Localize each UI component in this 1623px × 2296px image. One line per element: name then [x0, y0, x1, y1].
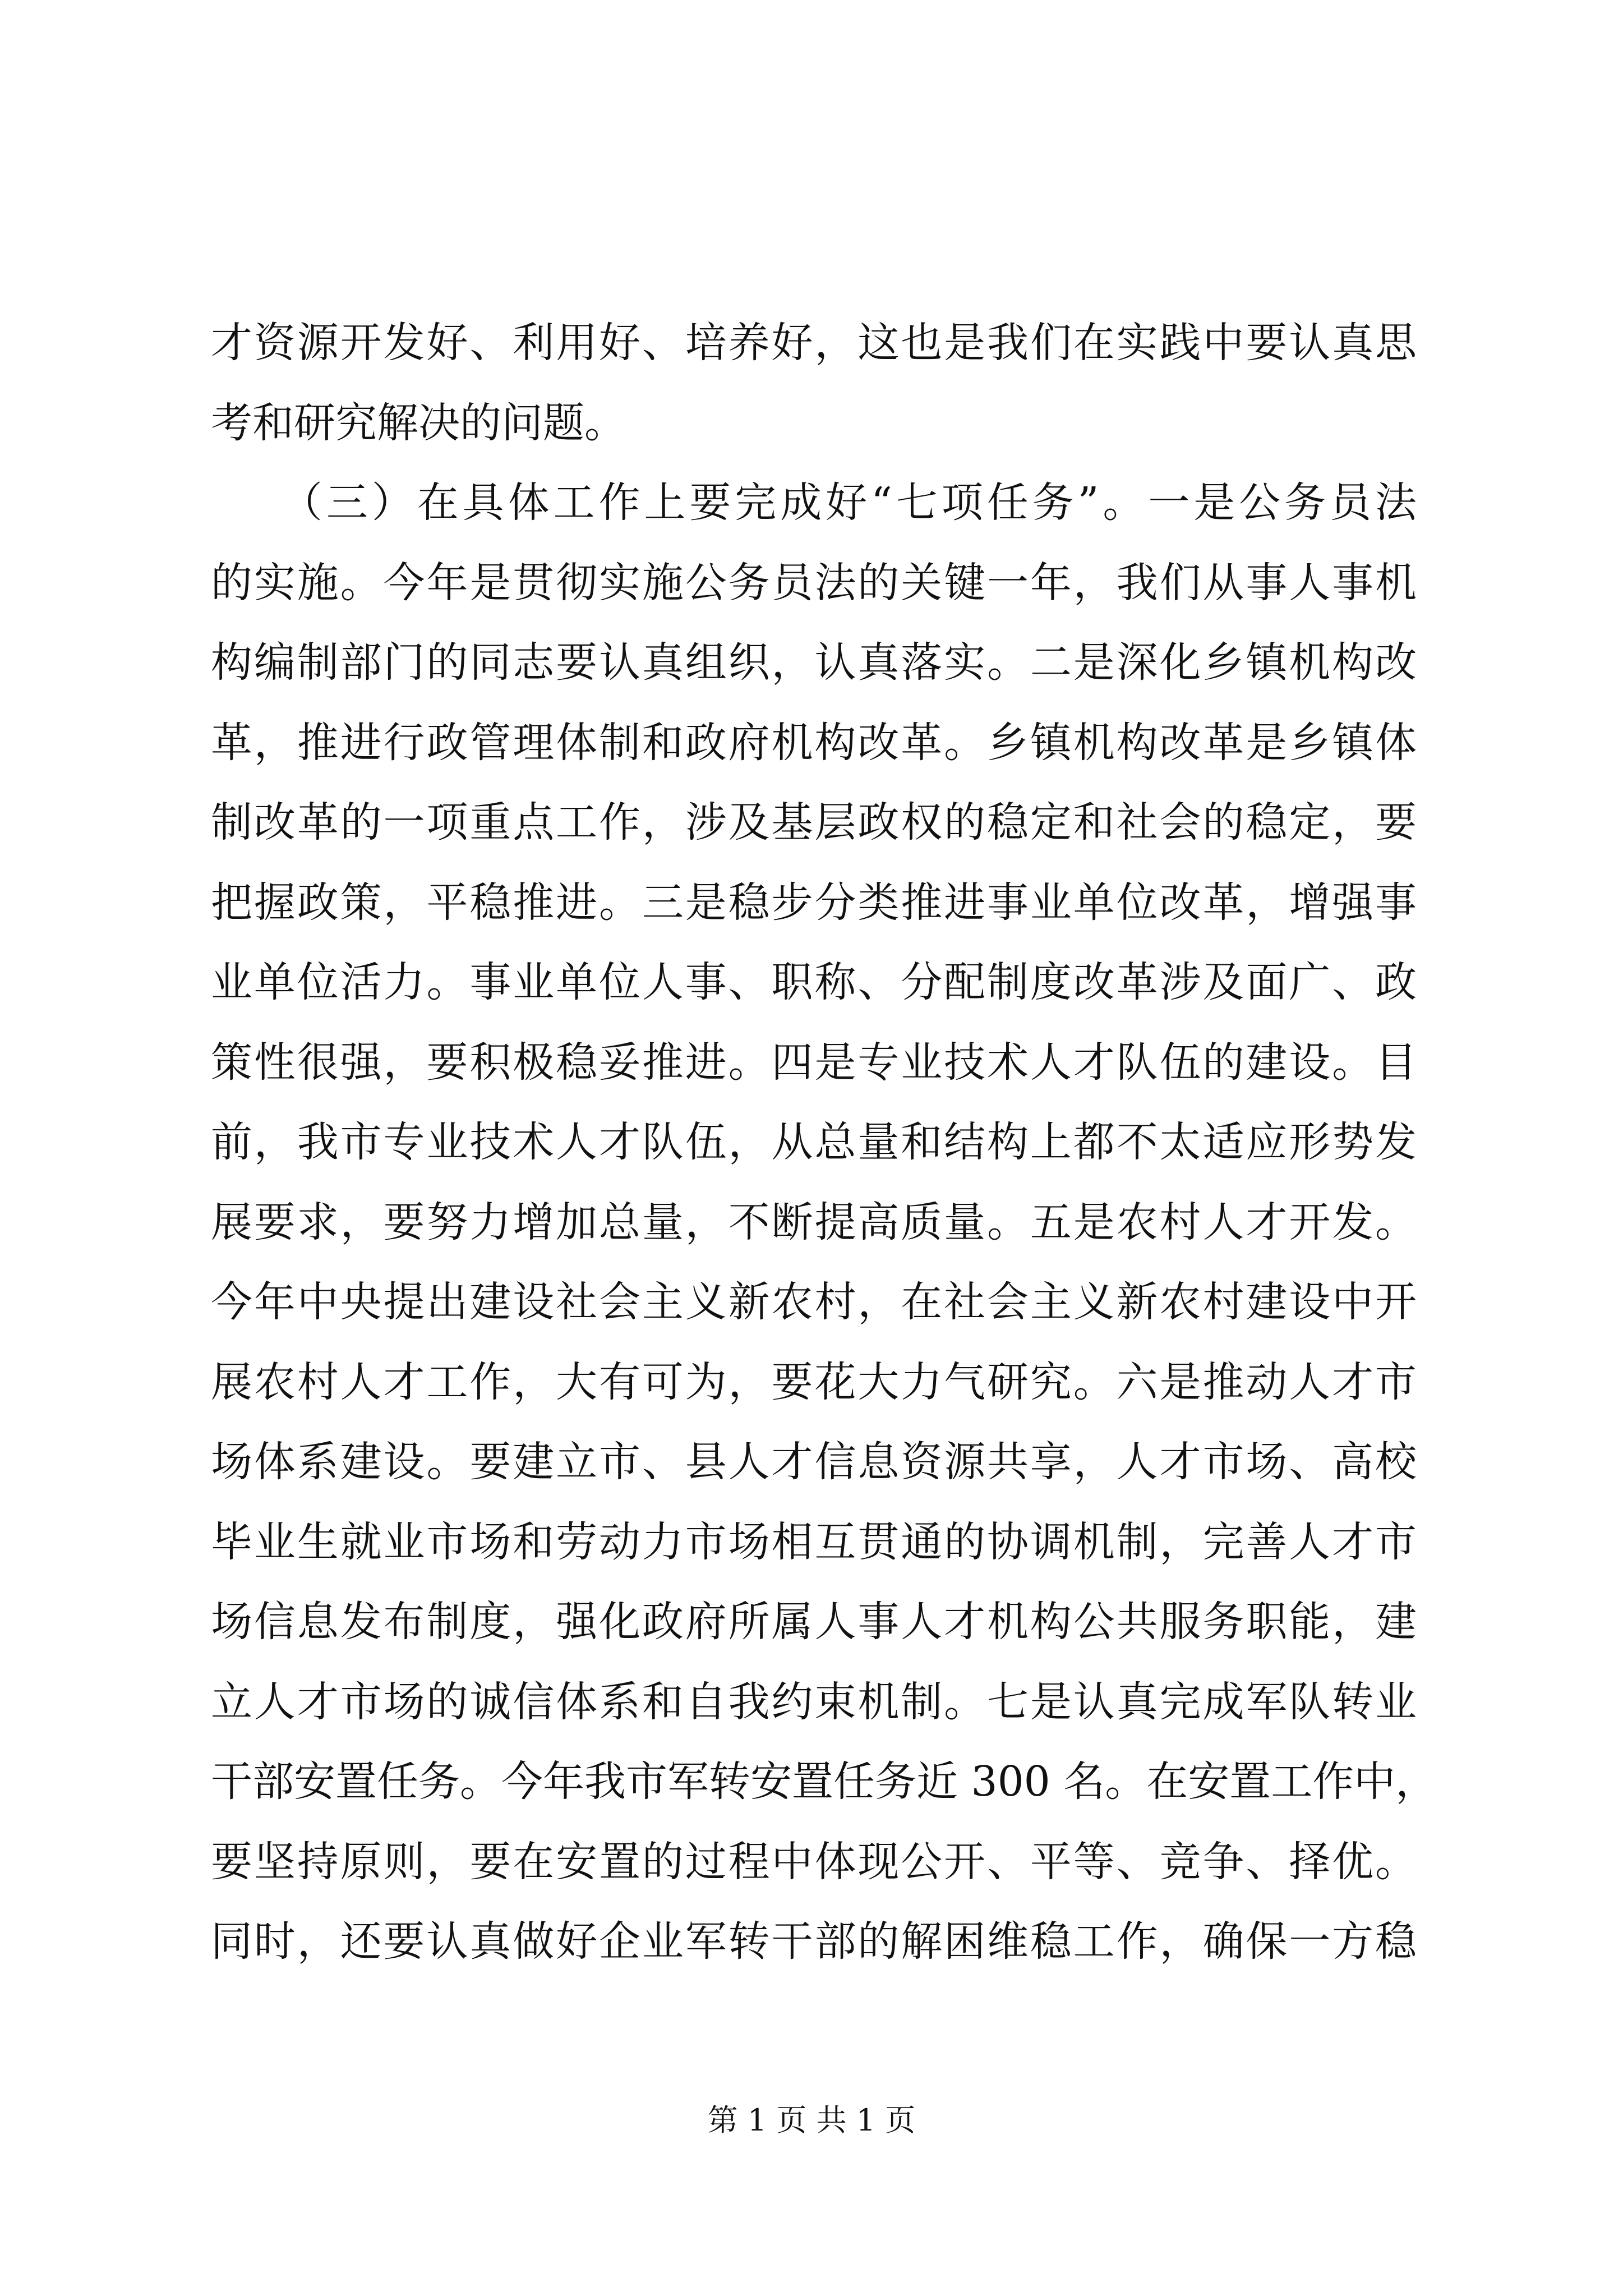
text-line: 革，推进行政管理体制和政府机构改革。乡镇机构改革是乡镇体 [211, 718, 1417, 767]
text-line: 策性很强，要积极稳妥推进。四是专业技术人才队伍的建设。目 [211, 1038, 1417, 1087]
text-line: 今年中央提出建设社会主义新农村，在社会主义新农村建设中开 [211, 1278, 1417, 1326]
text-line: 业单位活力。事业单位人事、职称、分配制度改革涉及面广、政 [211, 958, 1417, 1006]
text-line: 把握政策，平稳推进。三是稳步分类推进事业单位改革，增强事 [211, 878, 1417, 927]
page-number-footer: 第 1 页 共 1 页 [707, 2102, 916, 2138]
text-line: 考和研究解决的问题。 [211, 398, 626, 447]
text-line: 展要求，要努力增加总量，不断提高质量。五是农村人才开发。 [211, 1198, 1417, 1246]
text-line: 构编制部门的同志要认真组织，认真落实。二是深化乡镇机构改 [211, 638, 1417, 687]
text-line: 毕业生就业市场和劳动力市场相互贯通的协调机制，完善人才市 [211, 1517, 1417, 1566]
text-line: 场信息发布制度，强化政府所属人事人才机构公共服务职能，建 [211, 1598, 1417, 1646]
text-line: 前，我市专业技术人才队伍，从总量和结构上都不太适应形势发 [211, 1118, 1417, 1166]
text-line: 立人才市场的诚信体系和自我约束机制。七是认真完成军队转业 [211, 1677, 1417, 1726]
text-line: 展农村人才工作，大有可为，要花大力气研究。六是推动人才市 [211, 1358, 1417, 1406]
text-line: 干部安置任务。今年我市军转安置任务近 300 名。在安置工作中， [211, 1757, 1437, 1806]
text-line: 制改革的一项重点工作，涉及基层政权的稳定和社会的稳定，要 [211, 798, 1417, 846]
text-line: 才资源开发好、利用好、培养好，这也是我们在实践中要认真思 [211, 319, 1417, 367]
text-line: （三）在具体工作上要完成好“七项任务”。一是公务员法 [211, 478, 1417, 527]
text-line: 同时，还要认真做好企业军转干部的解困维稳工作，确保一方稳 [211, 1917, 1417, 1966]
text-line: 场体系建设。要建立市、县人才信息资源共享，人才市场、高校 [211, 1438, 1417, 1486]
text-line: 要坚持原则，要在安置的过程中体现公开、平等、竞争、择优。 [211, 1837, 1417, 1886]
text-line: 的实施。今年是贯彻实施公务员法的关键一年，我们从事人事机 [211, 558, 1417, 607]
body-text [211, 303, 1437, 1982]
